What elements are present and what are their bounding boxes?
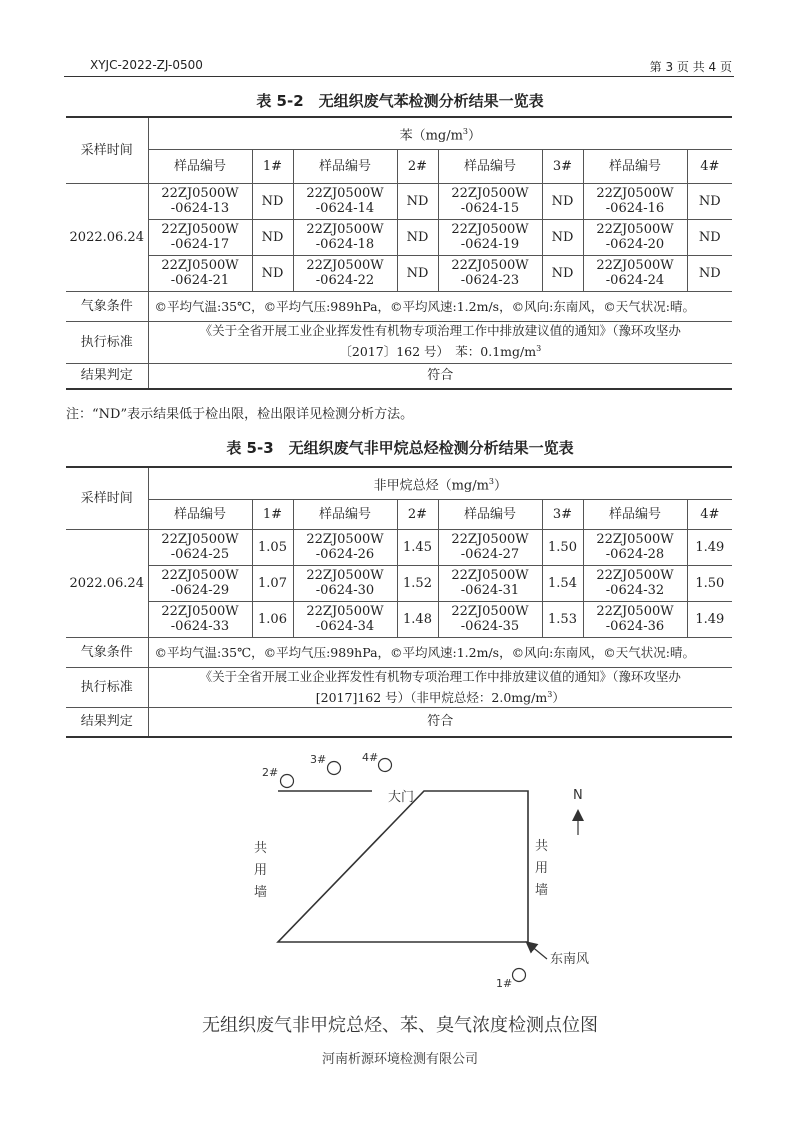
col-header: 1#	[252, 149, 293, 183]
col-header: 样品编号	[438, 499, 542, 529]
result-value: 1.07	[252, 565, 293, 601]
wind-arrow-icon	[530, 945, 547, 959]
param-header: 苯$(mg/m^3)$	[148, 117, 732, 149]
weather-text: ©平均气温:35℃，©平均气压:989hPa，©平均风速:1.2m/s，©风向:东南风，©天气状况:晴。	[148, 291, 732, 321]
col-header: 样品编号	[148, 149, 252, 183]
sample-id: 22ZJ0500W -0624-18	[293, 219, 397, 255]
wall-left-label: 用	[254, 863, 268, 878]
sample-id: 22ZJ0500W -0624-17	[148, 219, 252, 255]
report-code: XYJC-2022-ZJ-0500	[90, 58, 203, 72]
sample-id: 22ZJ0500W -0624-14	[293, 183, 397, 219]
result-value: 1.45	[397, 529, 438, 565]
table-row	[66, 219, 732, 255]
sample-id: 22ZJ0500W -0624-24	[583, 255, 687, 291]
point-2-marker	[281, 775, 294, 788]
col-header: 样品编号	[293, 499, 397, 529]
sample-id: 22ZJ0500W -0624-21	[148, 255, 252, 291]
sample-id: 22ZJ0500W -0624-15	[438, 183, 542, 219]
result-value: ND	[687, 219, 732, 255]
result-value: 1.50	[542, 529, 583, 565]
result-value: ND	[687, 255, 732, 291]
wall-left-label: 墙	[254, 885, 268, 900]
col-header: 样品编号	[583, 149, 687, 183]
standard-label: 执行标准	[66, 321, 148, 363]
result-value: ND	[687, 183, 732, 219]
sample-id: 22ZJ0500W -0624-26	[293, 529, 397, 565]
wall-left-label: 共	[254, 841, 268, 856]
col-header: 样品编号	[583, 499, 687, 529]
table-row	[66, 529, 732, 565]
result-value: 1.49	[687, 601, 732, 637]
sample-id: 22ZJ0500W -0624-27	[438, 529, 542, 565]
col-header: 样品编号	[293, 149, 397, 183]
wind-label: 东南风	[550, 952, 590, 967]
company-footer: 河南析源环境检测有限公司	[321, 1052, 478, 1067]
sample-id: 22ZJ0500W -0624-32	[583, 565, 687, 601]
col-header: 样品编号	[148, 499, 252, 529]
result-label: 结果判定	[66, 363, 148, 389]
time-label: 采样时间	[66, 467, 148, 529]
result-value: 1.05	[252, 529, 293, 565]
col-header: 4#	[687, 499, 732, 529]
sampling-point-diagram	[0, 745, 800, 1005]
result-value: ND	[542, 219, 583, 255]
result-value: ND	[252, 183, 293, 219]
table-row	[66, 183, 732, 219]
table-row	[66, 255, 732, 291]
sample-id: 22ZJ0500W -0624-25	[148, 529, 252, 565]
point-4-label: 4#	[362, 751, 379, 764]
wall-right-label: 墙	[535, 883, 549, 898]
time-label: 采样时间	[66, 117, 148, 183]
col-header: 3#	[542, 149, 583, 183]
sample-id: 22ZJ0500W -0624-23	[438, 255, 542, 291]
table1-title: 表 5-2 无组织废气苯检测分析结果一览表	[256, 92, 544, 110]
diagram-caption: 无组织废气非甲烷总烃、苯、臭气浓度检测点位图	[202, 1015, 598, 1036]
table1-benzene	[66, 116, 732, 390]
result-value: 1.54	[542, 565, 583, 601]
point-3-marker	[328, 762, 341, 775]
result-value: 1.53	[542, 601, 583, 637]
table-row	[66, 601, 732, 637]
standard-text: 《关于全省开展工业企业挥发性有机物专项治理工作中排放建议值的通知》（豫环攻坚办 [2017]162 号）（非甲烷总烃：$2.0mg/m^3$）	[148, 667, 732, 707]
sample-id: 22ZJ0500W -0624-30	[293, 565, 397, 601]
wall-right-label: 用	[535, 861, 549, 876]
point-1-label: 1#	[496, 977, 513, 990]
result-value: 1.06	[252, 601, 293, 637]
sample-date: 2022.06.24	[66, 183, 148, 291]
sample-id: 22ZJ0500W -0624-20	[583, 219, 687, 255]
col-header: 2#	[397, 499, 438, 529]
table-row	[66, 565, 732, 601]
sample-date: 2022.06.24	[66, 529, 148, 637]
standard-text: 《关于全省开展工业企业挥发性有机物专项治理工作中排放建议值的通知》（豫环攻坚办 〔2017〕162 号） 苯：$0.1mg/m^3$	[148, 321, 732, 363]
weather-text: ©平均气温:35℃，©平均气压:989hPa，©平均风速:1.2m/s，©风向:东南风，©天气状况:晴。	[148, 637, 732, 667]
result-value: ND	[252, 219, 293, 255]
col-header: 样品编号	[438, 149, 542, 183]
point-2-label: 2#	[262, 766, 279, 779]
col-header: 4#	[687, 149, 732, 183]
sample-id: 22ZJ0500W -0624-29	[148, 565, 252, 601]
standard-label: 执行标准	[66, 667, 148, 707]
result-value: ND	[397, 219, 438, 255]
wall-right-label: 共	[535, 839, 549, 854]
point-3-label: 3#	[310, 753, 327, 766]
gate-label: 大门	[388, 790, 415, 805]
weather-label: 气象条件	[66, 291, 148, 321]
result-label: 结果判定	[66, 707, 148, 737]
sample-id: 22ZJ0500W -0624-35	[438, 601, 542, 637]
sample-id: 22ZJ0500W -0624-19	[438, 219, 542, 255]
col-header: 2#	[397, 149, 438, 183]
site-boundary	[278, 791, 528, 942]
result-value: ND	[542, 255, 583, 291]
param-header: 非甲烷总烃$(mg/m^3)$	[148, 467, 732, 499]
col-header: 3#	[542, 499, 583, 529]
sample-id: 22ZJ0500W -0624-28	[583, 529, 687, 565]
sample-id: 22ZJ0500W -0624-13	[148, 183, 252, 219]
sample-id: 22ZJ0500W -0624-36	[583, 601, 687, 637]
point-4-marker	[379, 759, 392, 772]
result-value: 1.52	[397, 565, 438, 601]
sample-id: 22ZJ0500W -0624-22	[293, 255, 397, 291]
result-text: 符合	[148, 707, 732, 737]
sample-id: 22ZJ0500W -0624-31	[438, 565, 542, 601]
result-value: 1.50	[687, 565, 732, 601]
result-value: ND	[542, 183, 583, 219]
page-number: 第 3 页 共 4 页	[649, 60, 732, 74]
result-value: ND	[397, 183, 438, 219]
north-label: N	[573, 788, 583, 803]
table2-title: 表 5-3 无组织废气非甲烷总烃检测分析结果一览表	[226, 439, 574, 457]
table2-nmhc	[66, 466, 732, 738]
result-value: 1.48	[397, 601, 438, 637]
sample-id: 22ZJ0500W -0624-33	[148, 601, 252, 637]
col-header: 1#	[252, 499, 293, 529]
result-value: ND	[252, 255, 293, 291]
point-1-marker	[513, 969, 526, 982]
weather-label: 气象条件	[66, 637, 148, 667]
sample-id: 22ZJ0500W -0624-16	[583, 183, 687, 219]
result-text: 符合	[148, 363, 732, 389]
result-value: 1.49	[687, 529, 732, 565]
result-value: ND	[397, 255, 438, 291]
table1-note: 注：“ND”表示结果低于检出限，检出限详见检测分析方法。	[66, 407, 414, 422]
page-header	[64, 58, 734, 77]
sample-id: 22ZJ0500W -0624-34	[293, 601, 397, 637]
